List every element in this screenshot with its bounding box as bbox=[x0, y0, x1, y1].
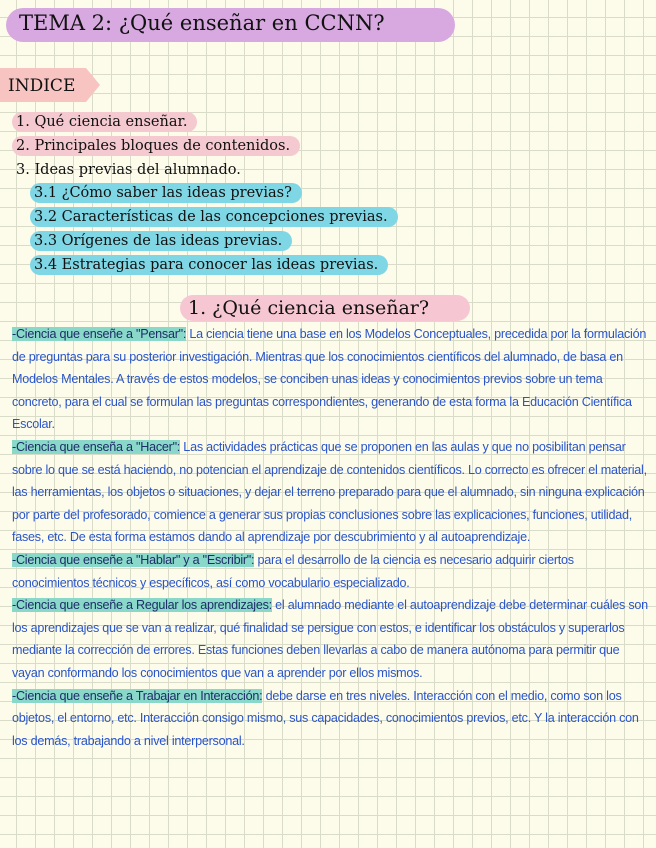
paragraph-text: La ciencia tiene una base en los Modelos Conceptuales, precedida por la formulación de preguntas para su posterior investigación. Mientras que los conocimientos científicos del alumnado, de basa en Modelos Mentales. A través de estos modelos, se conciben unas ideas y conocimientos previos sobre un tema concreto, para el cual se formulan las preguntas correspondientes, generando de esta forma la Educación Científica Escolar. bbox=[12, 327, 647, 432]
body-text bbox=[12, 323, 648, 752]
paragraph-hablar-escribir bbox=[12, 549, 648, 594]
paragraph-text: debe darse en tres niveles. Interacción con el medio, como son los objetos, el entorno, etc. Interacción consigo mismo, sus capacidades, conocimientos previos, etc. Y la interacción con los demás, trabajando a nivel interpersonal. bbox=[12, 688, 639, 748]
paragraph-heading: -Ciencia que enseñe a Trabajar en Interacción: bbox=[12, 688, 263, 703]
toc-item-3-3: 3.3 Orígenes de las ideas previas. bbox=[30, 231, 292, 251]
paragraph-heading: -Ciencia que enseñe a "Hablar" y a "Escribir": bbox=[12, 552, 255, 567]
toc-item-1: 1. Qué ciencia enseñar. bbox=[12, 112, 197, 132]
paragraph-heading: -Ciencia que enseñe a Regular los aprendizajes: bbox=[12, 598, 272, 613]
section-title: 1. ¿Qué ciencia enseñar? bbox=[188, 297, 430, 319]
toc-item-2: 2. Principales bloques de contenidos. bbox=[12, 136, 300, 156]
toc-item-3: 3. Ideas previas del alumnado. bbox=[16, 162, 241, 178]
toc-item-3-1: 3.1 ¿Cómo saber las ideas previas? bbox=[30, 183, 302, 203]
paragraph-hacer bbox=[12, 436, 648, 549]
paragraph-heading: -Ciencia que enseña a "Hacer": bbox=[12, 439, 181, 454]
paragraph-interaccion bbox=[12, 685, 648, 753]
paragraph-text: Las actividades prácticas que se proponen en las aulas y que no posibilitan pensar sobre lo que se está haciendo, no potencian el aprendizaje de contenidos científicos. Lo correcto es ofrecer el material, las herramientas, los objetos o situaciones, y dejar el terreno preparado para que el alumnado, sin ninguna explicación por parte del profesorado, comience a generar sus propias conclusiones sobre las explicaciones, funciones, utilidad, fases, etc. De esta forma estamos dando al aprendizaje por descubrimiento y al autoaprendizaje. bbox=[12, 439, 647, 545]
paragraph-text: el alumnado mediante el autoaprendizaje debe determinar cuáles son los aprendizajes que se van a realizar, qué finalidad se persigue con estos, e identificar los obstáculos y superarlos mediante la corrección de errores. Estas funciones deben llevarlas a cabo de manera autónoma para permitir que vayan conformando los conocimientos que van a aprender por ellos mismos. bbox=[12, 598, 648, 680]
indice-heading: INDICE bbox=[8, 76, 76, 96]
paragraph-heading: -Ciencia que enseñe a "Pensar": bbox=[12, 327, 187, 341]
paragraph-text: para el desarrollo de la ciencia es necesario adquirir ciertos conocimientos técnicos y específicos, así como vocabulario especializado. bbox=[12, 552, 574, 590]
paragraph-regular bbox=[12, 594, 648, 684]
paragraph-pensar bbox=[12, 323, 648, 436]
toc-item-3-4: 3.4 Estrategias para conocer las ideas previas. bbox=[30, 255, 388, 275]
toc-item-3-2: 3.2 Características de las concepciones previas. bbox=[30, 207, 398, 227]
page-title: TEMA 2: ¿Qué enseñar en CCNN? bbox=[19, 11, 385, 35]
